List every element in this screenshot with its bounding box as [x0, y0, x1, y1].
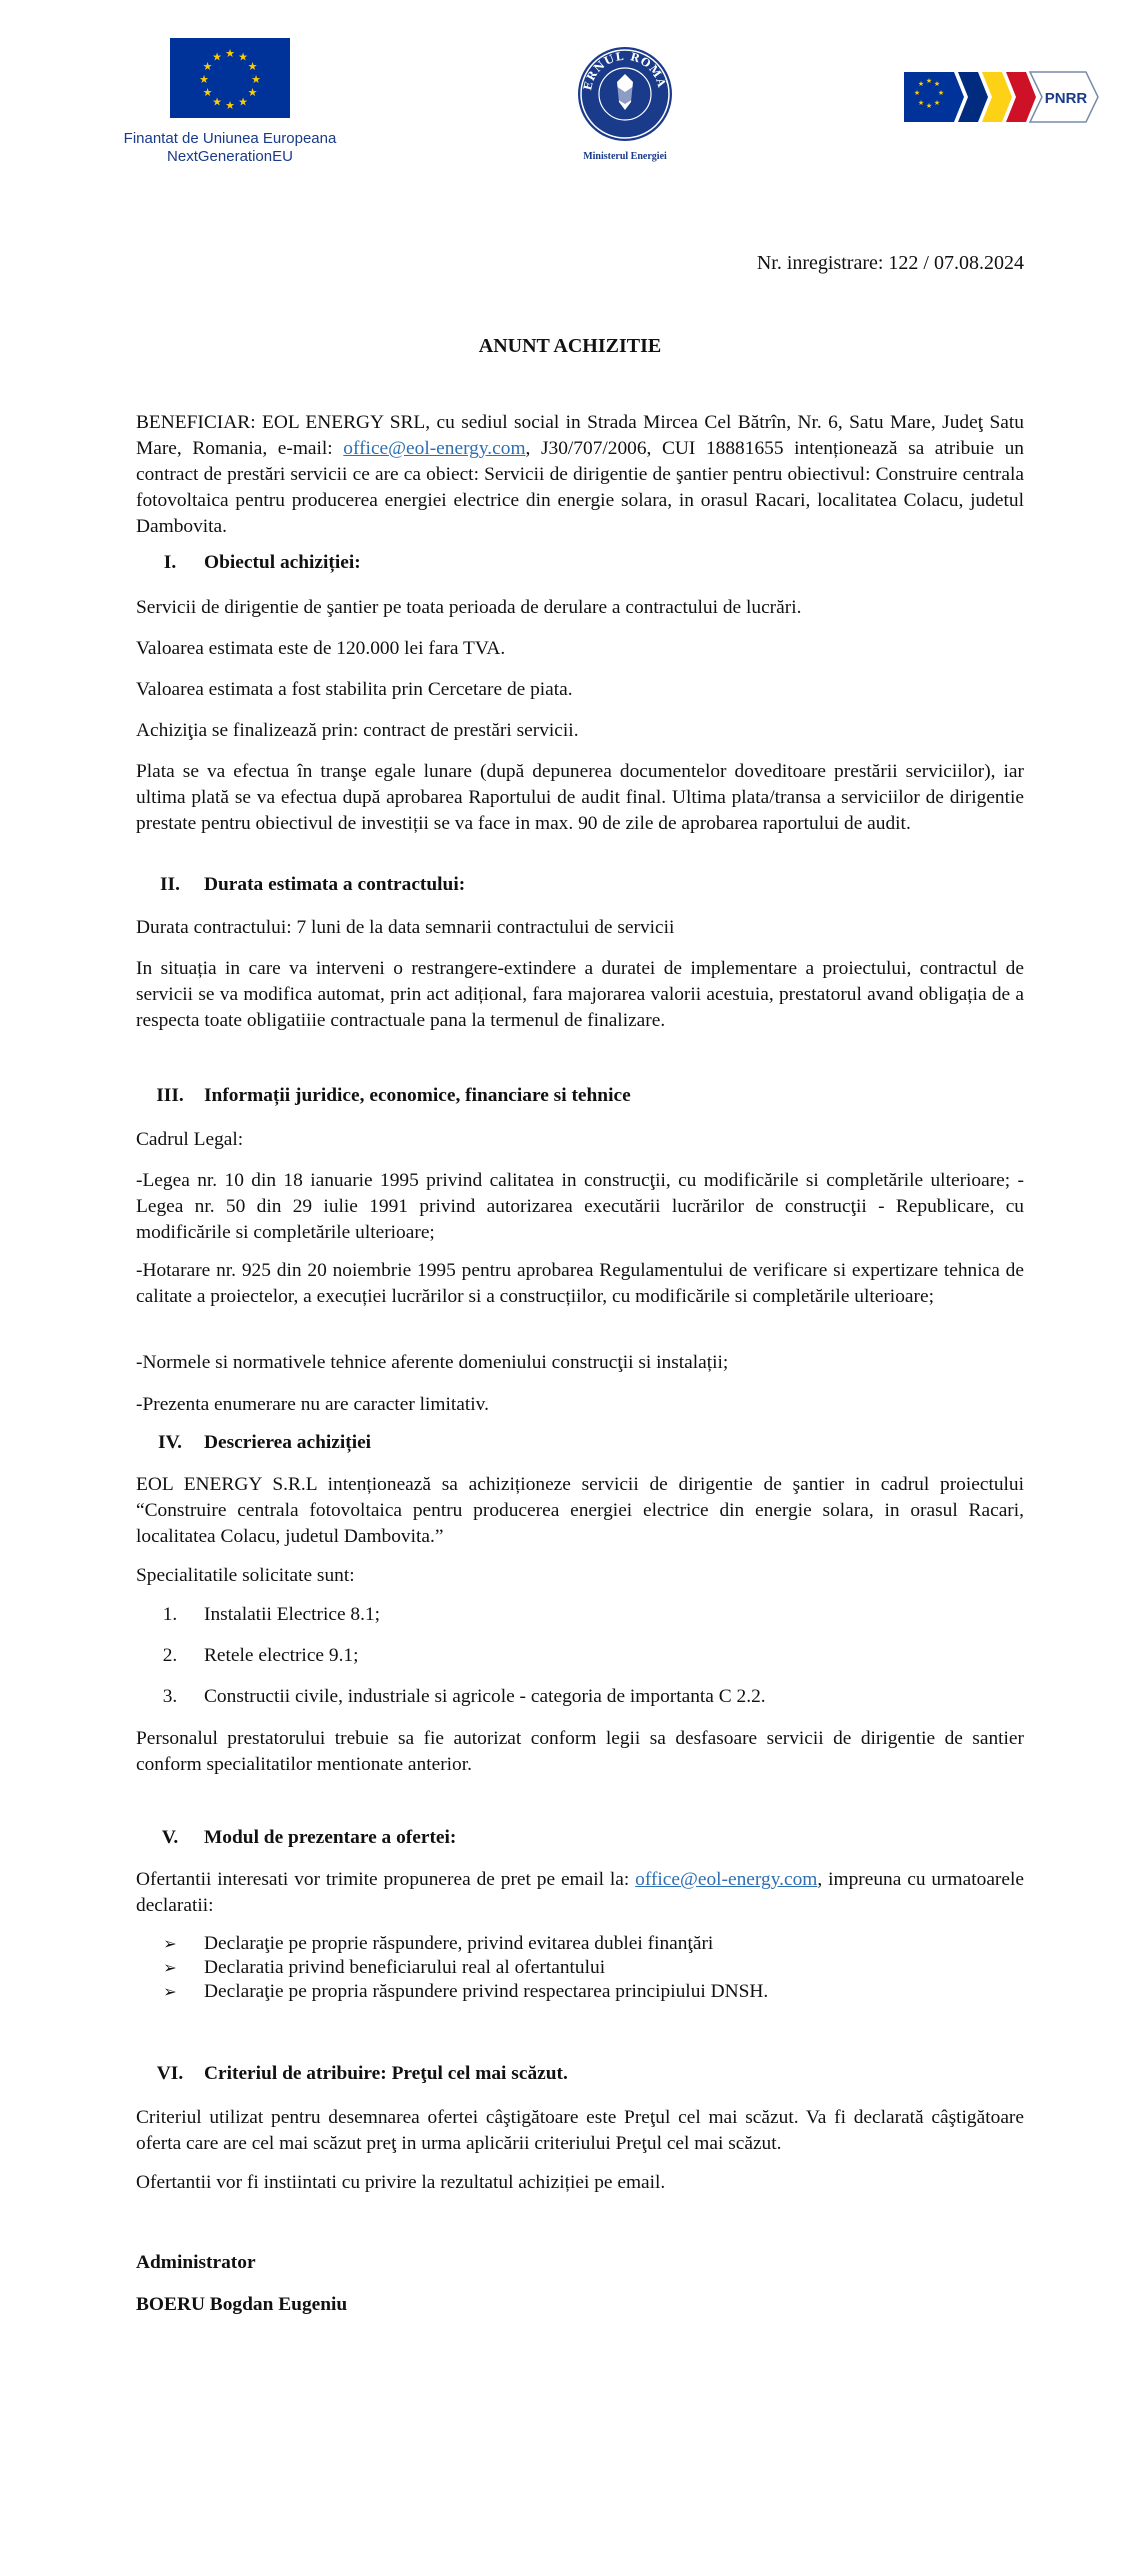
section-1-number: I. — [163, 552, 177, 573]
section-3-p1: Cadrul Legal: — [136, 1129, 244, 1150]
section-6-title: Criteriul de atribuire: Preţul cel mai scăzut. — [204, 2063, 568, 2084]
svg-text:★: ★ — [247, 60, 258, 73]
intro-paragraph: BENEFICIAR: EOL ENERGY SRL, cu sediul social in Strada Mircea Cel Bătrîn, Nr. 6, Satu Mare, Judeţ Satu Mare, Romania, e-mail: office@eol-energy.com, J30/707/2006, CUI 18881655 intenționează sa atribuie un contract de prestări servicii ce are ca obiect: Servicii de dirigentie de şantier pentru obiectivul: Construire centrala fotovoltaica pentru producerea energiei electrice din energie solara, in orasul Racari, localitatea Colacu, judetul Dambovita. — [136, 412, 1025, 537]
section-5-title: Modul de prezentare a ofertei: — [204, 1827, 457, 1848]
svg-text:★: ★ — [238, 95, 248, 109]
pnrr-logo-icon — [902, 66, 1102, 128]
list-item: 3. Constructii civile, industriale si agricole - categoria de importanta C 2.2. — [162, 1686, 766, 1707]
section-5-heading — [136, 1827, 456, 1849]
section-4-title: Descrierea achiziției — [204, 1432, 372, 1453]
svg-text:★: ★ — [202, 86, 213, 99]
arrow-bullet-icon: ➢ — [163, 1960, 177, 1977]
government-seal-icon — [575, 44, 675, 144]
section-6-number: VI. — [156, 2063, 184, 2084]
eu-caption-line2: NextGenerationEU — [167, 148, 293, 165]
svg-text:★: ★ — [199, 73, 209, 86]
section-1-heading — [136, 552, 361, 574]
svg-text:★: ★ — [933, 99, 941, 107]
list-item: 1. Instalatii Electrice 8.1; — [162, 1604, 381, 1625]
section-3-p2: -Legea nr. 10 din 18 ianuarie 1995 privind calitatea in construcţii, cu modificările si completările ulterioare; -Legea nr. 50 din 29 iulie 1991 privind autorizarea executării lucrărilor de construcţii - Republicare, cu modificările si completările ulterioare; — [136, 1170, 1024, 1243]
section-3-heading — [136, 1085, 631, 1107]
svg-text:★: ★ — [251, 73, 261, 86]
section-3-number: III. — [156, 1085, 184, 1106]
section-3-p3: -Hotarare nr. 925 din 20 noiembrie 1995 pentru aprobarea Regulamentului de verificare si expertizare tehnica de calitate a proiectelor, a execuției lucrărilor si a construcțiilor, cu modificările si completările ulterioare; — [136, 1260, 1024, 1307]
section-1-title: Obiectul achiziției: — [204, 552, 361, 573]
section-2-p1: Durata contractului: 7 luni de la data semnarii contractului de servicii — [136, 917, 675, 938]
eu-caption-line1: Finantat de Uniunea Europeana — [123, 130, 337, 147]
eu-caption — [120, 130, 340, 166]
svg-text:★: ★ — [925, 102, 933, 110]
svg-text:★: ★ — [933, 80, 941, 88]
section-1-p5: Plata se va efectua în tranşe egale lunare (după depunerea documentelor doveditoare prestării serviciilor), iar ultima plată se va efectua după aprobarea Raportului de audit final. Ultima plata/transa a serviciilor de dirigentie prestate pentru obiectivul de investiții se va face in max. 90 de zile de aprobarea raportului de audit. — [136, 761, 1024, 834]
svg-text:★: ★ — [925, 77, 933, 85]
section-3-p4: -Normele si normativele tehnice aferente domeniului construcţii si instalații; — [136, 1352, 729, 1373]
arrow-bullet-icon: ➢ — [163, 1936, 177, 1953]
eu-logo — [120, 38, 340, 166]
svg-text:★: ★ — [247, 86, 258, 99]
section-2-p2: In situația in care va interveni o restrangere-extindere a duratei de implementare a proiectului, contractul de servicii se va modifica automat, prin act adițional, fara majorarea valorii acestuia, prestatorul avand obligația de a respecta toate obligatiiie contractuale pana la termenul de finalizare. — [136, 958, 1024, 1031]
section-4-p1: EOL ENERGY S.R.L intenționează sa achiziționeze servicii de dirigentie de şantier in cadrul proiectului “Construire centrala fotovoltaica pentru producerea energiei electrice din energie solara, in orasul Racari, localitatea Colacu, judetul Dambovita.” — [136, 1474, 1024, 1547]
list-item: ➢ Declaratia privind beneficiarului real al ofertantului — [136, 1957, 605, 1979]
pnrr-logo — [902, 66, 1102, 133]
section-1-p3: Valoarea estimata a fost stabilita prin Cercetare de piata. — [136, 679, 573, 700]
section-6-p1: Criteriul utilizat pentru desemnarea ofertei câştigătoare este Preţul cel mai scăzut. Va fi declarată câştigătoare oferta care are cel mai scăzut preţ in urma aplicării criteriului Preţul cel mai scăzut. — [136, 2107, 1024, 2154]
section-2-number: II. — [160, 874, 180, 895]
section-4-p2: Specialitatile solicitate sunt: — [136, 1565, 355, 1586]
section-3-p5: -Prezenta enumerare nu are caracter limitativ. — [136, 1394, 489, 1415]
section-1-p2: Valoarea estimata este de 120.000 lei fara TVA. — [136, 638, 506, 659]
seal-text: ERNUL ROMÂ — [581, 49, 669, 92]
svg-text:★: ★ — [917, 80, 925, 88]
section-6-heading — [136, 2063, 568, 2085]
section-4-p3: Personalul prestatorului trebuie sa fie autorizat conform legii sa desfasoare servicii de dirigentie de santier conform specialitatilor mentionate anterior. — [136, 1728, 1024, 1775]
section-4-heading — [136, 1432, 371, 1454]
section-3-title: Informații juridice, economice, financiare si tehnice — [204, 1085, 631, 1106]
signature-role: Administrator — [136, 2252, 256, 2273]
list-item: 2. Retele electrice 9.1; — [162, 1645, 359, 1666]
svg-text:★: ★ — [212, 50, 222, 64]
government-caption: Ministerul Energiei — [583, 151, 667, 162]
svg-text:★: ★ — [917, 99, 925, 107]
list-item: ➢ Declaraţie pe propria răspundere privind respectarea principiului DNSH. — [136, 1981, 768, 2003]
government-logo — [560, 44, 690, 162]
section-5-p1: Ofertantii interesati vor trimite propunerea de pret pe email la: office@eol-energy.com, impreuna cu urmatoarele declaratii: — [136, 1869, 1024, 1916]
section-1-p4: Achiziţia se finalizează prin: contract de prestări servicii. — [136, 720, 579, 741]
list-item: ➢ Declaraţie pe proprie răspundere, privind evitarea dublei finanţări — [136, 1933, 713, 1955]
pnrr-label: PNRR — [1044, 90, 1088, 107]
section-2-heading — [136, 874, 465, 896]
email-link[interactable]: office@eol-energy.com — [635, 1869, 818, 1890]
arrow-bullet-icon: ➢ — [163, 1984, 177, 2001]
eu-flag-icon — [170, 38, 290, 118]
document-title: ANUNT ACHIZITIE — [478, 335, 662, 357]
section-5-number: V. — [161, 1827, 179, 1848]
svg-text:★: ★ — [225, 47, 235, 60]
svg-text:★: ★ — [225, 99, 235, 112]
section-4-number: IV. — [158, 1432, 182, 1453]
section-2-title: Durata estimata a contractului: — [204, 874, 466, 895]
registration-number: Nr. inregistrare: 122 / 07.08.2024 — [756, 252, 1024, 274]
section-6-p2: Ofertantii vor fi instiintati cu privire la rezultatul achiziției pe email. — [136, 2172, 666, 2193]
svg-text:★: ★ — [202, 60, 213, 73]
signature-name: BOERU Bogdan Eugeniu — [136, 2294, 348, 2315]
email-link[interactable]: office@eol-energy.com — [343, 438, 526, 459]
svg-text:★: ★ — [212, 95, 222, 109]
svg-text:★: ★ — [913, 89, 921, 97]
svg-text:★: ★ — [238, 50, 248, 64]
svg-text:★: ★ — [937, 89, 945, 97]
section-1-p1: Servicii de dirigentie de şantier pe toata perioada de derulare a contractului de lucrări. — [136, 597, 802, 618]
